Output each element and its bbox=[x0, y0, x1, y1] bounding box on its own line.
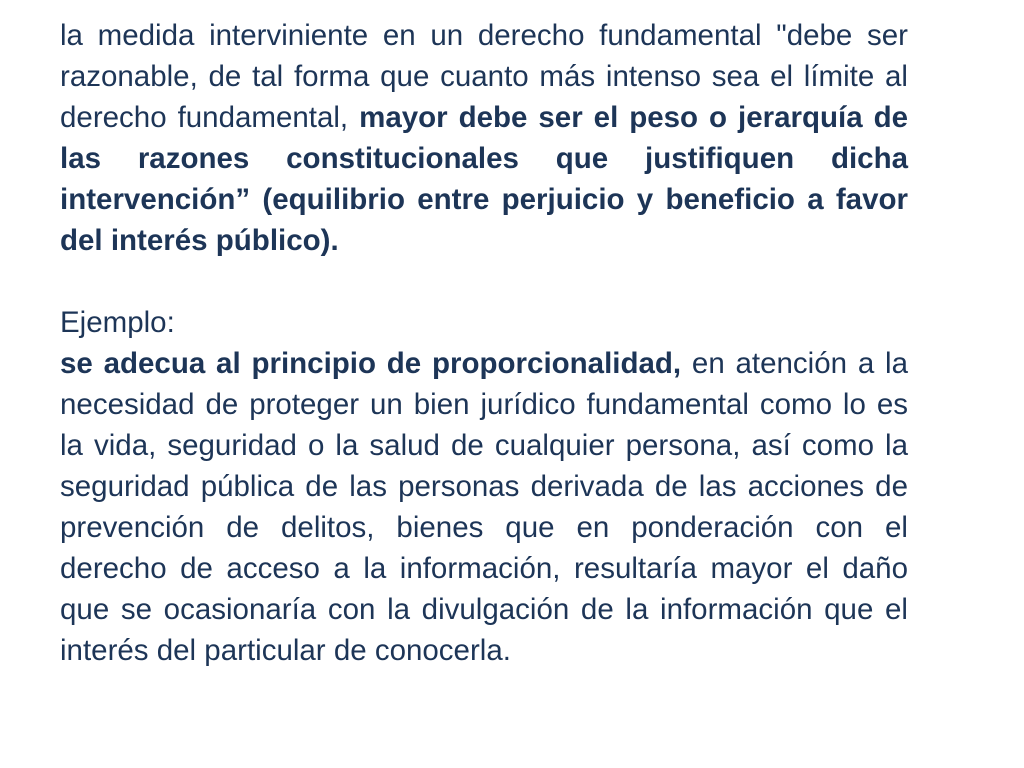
paragraph-example bbox=[60, 343, 908, 671]
paragraph-proportionality-criteria bbox=[60, 15, 908, 261]
example-label: Ejemplo: bbox=[60, 306, 175, 339]
paragraph2-normal-text: en atención a la necesidad de proteger un bien jurídico fundamental como lo es la vida, seguridad o la salud de cualquier persona, así como la seguridad pública de las personas derivada de las acciones de prevención de delitos, bienes que en ponderación con el derecho de acceso a la información, resultaría mayor el daño que se ocasionaría con la divulgación de la información que el interés del particular de conocerla. bbox=[60, 347, 908, 667]
paragraph1-bold-text: mayor debe ser el peso o jerarquía de las razones constitucionales que justifiquen dicha intervención” (equilibrio entre perjuicio y beneficio a favor del interés público). bbox=[60, 101, 909, 257]
paragraph2-bold-text: se adecua al principio de proporcionalidad, bbox=[60, 347, 682, 380]
paragraph1-normal-text: la medida interviniente en un derecho fundamental "debe ser razonable, de tal forma que cuanto más intenso sea el límite al derecho fundamental, bbox=[60, 19, 908, 134]
slide-body bbox=[60, 15, 908, 671]
paragraph-spacer bbox=[60, 261, 908, 302]
